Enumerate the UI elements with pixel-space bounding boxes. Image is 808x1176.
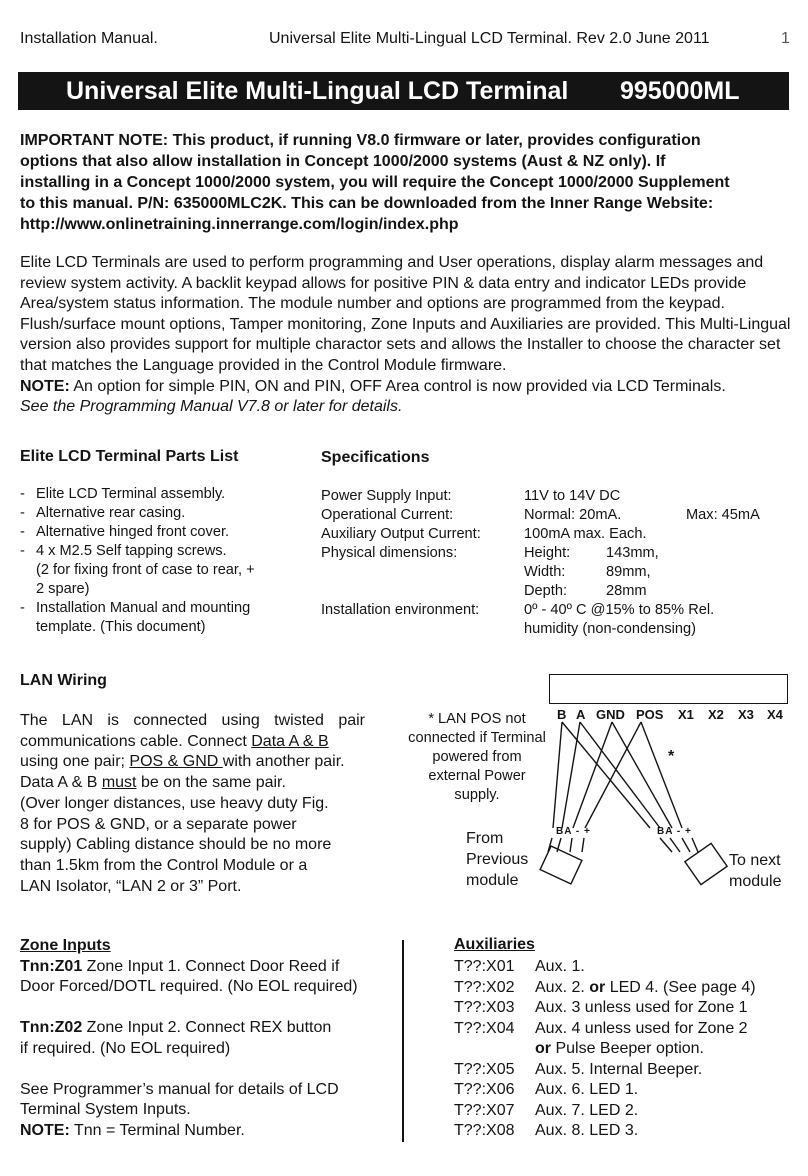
parts-heading: Elite LCD Terminal Parts List [20, 448, 239, 465]
spec-label: Power Supply Input: [321, 488, 452, 504]
aux-desc: Aux. 2. or LED 4. (See page 4) [535, 978, 756, 996]
spec-value: Max: 45mA [686, 507, 760, 523]
aux-code: T??:X06 [454, 1081, 515, 1098]
zone-see: See Programmer’s manual for details of LCD [20, 1080, 339, 1098]
zone-z01-line2: Door Forced/DOTL required. (No EOL required) [20, 978, 358, 995]
wire-a-prev [562, 722, 580, 828]
terminal-label: X3 [738, 707, 754, 722]
lan-line: Data A & B must be on the same pair. [20, 774, 286, 792]
aux-code: T??:X02 [454, 978, 515, 996]
specs-heading: Specifications [321, 449, 430, 466]
wire-pos-prev [585, 722, 641, 828]
wire-b-prev [553, 722, 562, 828]
aux-code: T??:X05 [454, 1060, 515, 1078]
list-item: - Alternative hinged front cover. [20, 523, 300, 542]
list-item: - 4 x M2.5 Self tapping screws. (2 for fixing front of case to rear, + 2 spare) [20, 542, 300, 599]
aux-desc: Aux. 7. LED 2. [535, 1101, 639, 1119]
connector-prev [540, 846, 582, 884]
terminal-label: B [557, 707, 567, 722]
zone-z01: Tnn:Z01 Zone Input 1. Connect Door Reed if [20, 957, 340, 975]
aux-desc: Aux. 1. [535, 958, 585, 975]
spec-value: 89mm, [606, 564, 651, 580]
intro-see-also: See the Programming Manual V7.8 or later for details. [20, 398, 403, 416]
aux-desc: Aux. 6. LED 1. [535, 1081, 639, 1098]
zone-see2: Terminal System Inputs. [20, 1101, 191, 1118]
zone-inputs [20, 936, 380, 1141]
aux-desc: Aux. 8. LED 3. [535, 1122, 639, 1139]
part-number: 995000ML [620, 77, 740, 105]
important-line: to this manual. P/N: 635000MLC2K. This can be downloaded from the Inner Range Website: [20, 195, 714, 212]
lan-line: The LAN is connected using twisted pair [20, 712, 365, 729]
header-left: Installation Manual. [20, 30, 158, 47]
list-item: - Elite LCD Terminal assembly. [20, 485, 300, 504]
important-line: installing in a Concept 1000/2000 system, you will require the Concept 1000/2000 Supplement [20, 174, 730, 191]
spec-label: Physical dimensions: [321, 545, 458, 561]
spec-value: Normal: 20mA. [524, 507, 622, 523]
terminal-label: X4 [767, 707, 783, 722]
terminal-label: A [576, 707, 586, 722]
aux-code: T??:X08 [454, 1122, 515, 1139]
zone-z02: Tnn:Z02 Zone Input 2. Connect REX button [20, 1019, 332, 1036]
zone-z02-line2: if required. (No EOL required) [20, 1039, 231, 1057]
to-next-label: To next module [729, 852, 782, 890]
aux-heading: Auxiliaries [454, 936, 535, 953]
aux-code: T??:X03 [454, 999, 515, 1016]
important-line: http://www.onlinetraining.innerrange.com/login/index.php [20, 216, 459, 233]
connector-prev-leads [548, 838, 584, 852]
intro-paragraph: Elite LCD Terminals are used to perform programming and User operations, display alarm messages and review system activity. A backlit keypad allows for positive PIN & data entry and indicator LEDs provide Area/system status information. The module number and options are programmed from the keypad. Flush/surface mount options, Tamper monitoring, Zone Inputs and Auxiliaries are provided. This Multi-Lingual version also provides support for multiple charactor sets and allows the Installer to choose the character set that matches the Language provided in the Control Module firmware. [20, 254, 791, 374]
note-text: An option for simple PIN, ON and PIN, OFF Area control is now provided via LCD Terminals. [69, 377, 726, 395]
important-line: options that also allow installation in Concept 1000/2000 systems (Aust & NZ only). If [20, 153, 666, 170]
terminal-label: POS [636, 707, 664, 722]
aux-code: T??:X04 [454, 1019, 515, 1037]
page-number: 1 [781, 30, 790, 47]
connector-next [685, 843, 727, 884]
note-label: NOTE: [20, 377, 70, 395]
lan-line: than 1.5km from the Control Module or a [20, 856, 308, 874]
terminal-label: X1 [678, 707, 694, 722]
list-item: - Installation Manual and mounting template. (This document) [20, 599, 300, 637]
asterisk-marker: * [668, 748, 675, 765]
aux-code: T??:X07 [454, 1101, 515, 1119]
aux-desc: Aux. 3 unless used for Zone 1 [535, 999, 748, 1016]
lan-line: 8 for POS & GND, or a separate power [20, 815, 297, 833]
lan-line: (Over longer distances, use heavy duty Fig. [20, 794, 329, 812]
aux-desc: Aux. 4 unless used for Zone 2 [535, 1019, 748, 1037]
wire-gnd-next [612, 722, 675, 828]
spec-value: Height: [524, 545, 571, 561]
terminal-label: X2 [708, 707, 724, 722]
lan-line: supply) Cabling distance should be no more [20, 836, 332, 854]
spec-value: 11V to 14V DC [524, 488, 621, 504]
spec-value: 28mm [606, 583, 647, 599]
lan-line: LAN Isolator, “LAN 2 or 3” Port. [20, 877, 242, 895]
connector-next-leads [660, 838, 698, 852]
important-line: IMPORTANT NOTE: This product, if running V8.0 firmware or later, provides configuration [20, 132, 701, 149]
lan-line: using one pair; POS & GND with another pair. [20, 753, 345, 771]
column-divider [402, 940, 404, 1142]
aux-code: T??:X01 [454, 958, 515, 975]
page-title: Universal Elite Multi-Lingual LCD Terminal [66, 77, 569, 105]
header-center: Universal Elite Multi-Lingual LCD Terminal. Rev 2.0 June 2011 [269, 30, 710, 47]
spec-value: Width: [524, 564, 566, 580]
spec-label: Installation environment: [321, 602, 480, 618]
spec-value: humidity (non-condensing) [524, 621, 696, 637]
spec-value: 100mA max. Each. [524, 526, 647, 542]
spec-label: Auxiliary Output Current: [321, 526, 481, 542]
lan-pos-note: * LAN POS not connected if Terminal powered from external Power supply. [408, 711, 546, 803]
lan-heading: LAN Wiring [20, 672, 107, 689]
aux-desc: or Pulse Beeper option. [535, 1040, 704, 1057]
aux-desc: Aux. 5. Internal Beeper. [535, 1060, 703, 1078]
connector-label: BA - + [556, 826, 591, 837]
spec-value: Depth: [524, 583, 567, 599]
spec-value: 0º - 40º C @15% to 85% Rel. [524, 602, 715, 618]
from-previous-label: From Previous module [466, 830, 529, 889]
terminal-label: GND [596, 707, 625, 722]
list-item: - Alternative rear casing. [20, 504, 300, 523]
spec-value: 143mm, [606, 545, 659, 561]
lan-line: communications cable. Connect Data A & B [20, 732, 329, 750]
zone-heading: Zone Inputs [20, 937, 111, 954]
zone-note: NOTE: Tnn = Terminal Number. [20, 1121, 245, 1139]
connector-label: BA - + [657, 826, 692, 837]
spec-label: Operational Current: [321, 507, 454, 523]
